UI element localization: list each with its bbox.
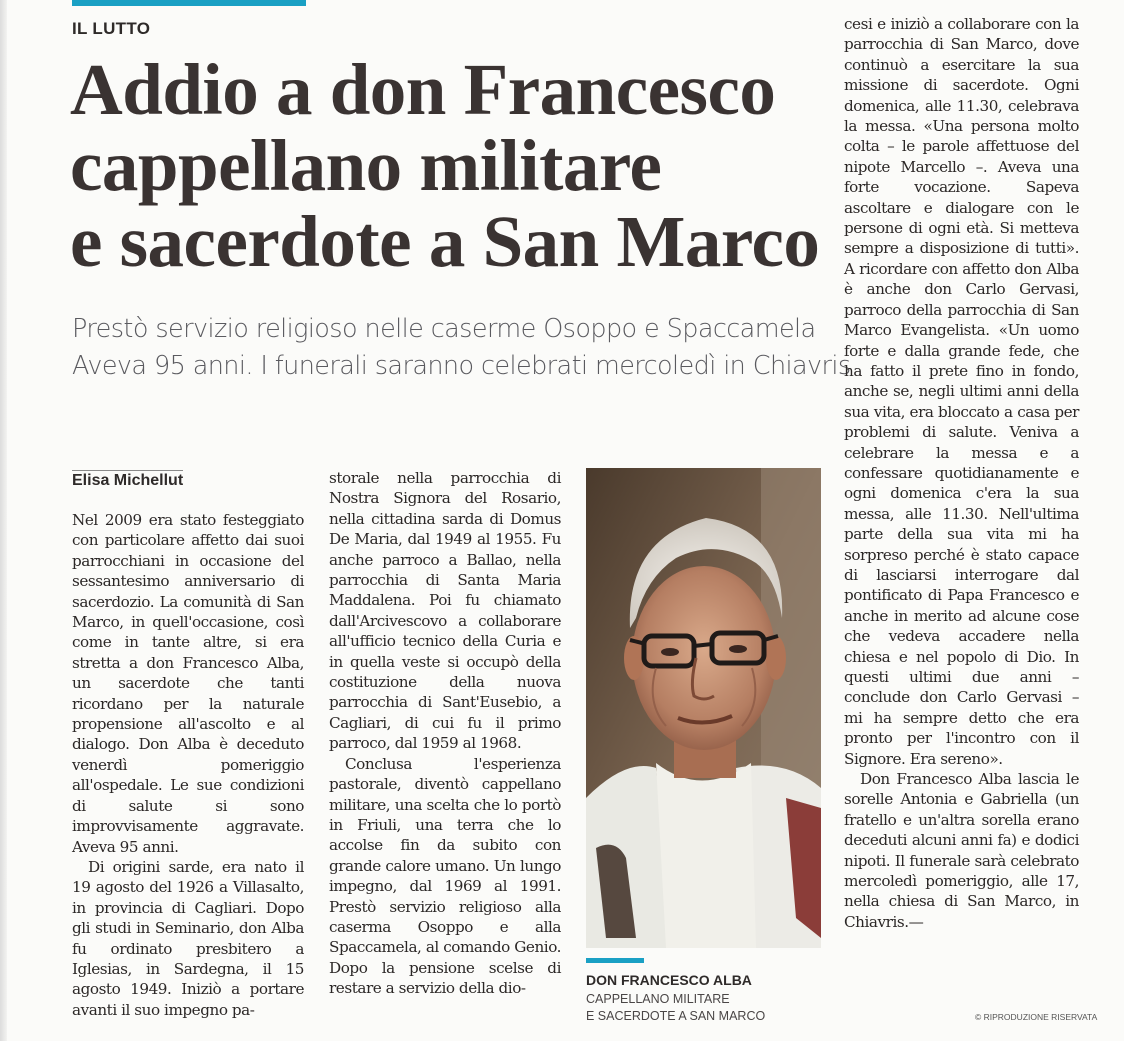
photo-caption-line-1: CAPPELLANO MILITARE	[586, 992, 730, 1006]
subheadline-line-1: Prestò servizio religioso nelle caserme Osoppo e Spaccamela	[72, 314, 816, 344]
article-paragraph: Don Francesco Alba lascia le sorelle Antonia e Gabriella (un fratello e un'altra sorella erano deceduti alcuni anni fa) e dodici nipoti. Il funerale sarà celebrato mercoledì pomeriggio, alle 17, nella chiesa di San Marco, in Chiavris.—	[844, 770, 1079, 931]
photo-caption-name: DON FRANCESCO ALBA	[586, 972, 752, 988]
photo-caption-line-2: E SACERDOTE A SAN MARCO	[586, 1009, 766, 1023]
portrait-photo	[586, 468, 821, 948]
headline-line-2: cappellano militare	[70, 125, 662, 206]
article-column-3	[844, 14, 1079, 932]
headline-line-3: e sacerdote a San Marco	[70, 201, 820, 282]
article-paragraph: cesi e iniziò a collaborare con la parrocchia di San Marco, dove continuò a esercitare la sua missione di sacerdote. Ogni domenica, alle 11.30, celebrava la messa. «Una persona molto colta – le parole affettuose del nipote Marcello –. Aveva una forte vocazione. Sapeva ascoltare e dialogare con le persone di ogni età. Si metteva sempre a disposizione di tutti». A ricordare con affetto don Alba è anche don Carlo Gervasi, parroco della parrocchia di San Marco Evangelista. «Un uomo forte e dalla grande fede, che ha fatto il prete fino in fondo, anche se, negli ultimi anni della sua vita, era bloccato a casa per problemi di salute. Veniva a celebrare la messa e a confessare quotidianamente e ogni domenica c'era la sua messa, alle 11.30. Nell'ultima parte della sua vita mi ha sorpreso perché è stato capace di lasciarsi interrogare dal pontificato di Papa Francesco e anche in merito ad alcune cose che vedeva accadere nella chiesa e nel popolo di Dio. In questi ultimi due anni – conclude don Carlo Gervasi – mi ha sempre detto che era pronto per l'incontro con il Signore. Era sereno».	[844, 15, 1079, 768]
subheadline	[72, 311, 851, 385]
article-paragraph: Conclusa l'esperienza pastorale, diventò cappellano militare, una scelta che lo portò in Friuli, una terra che lo accolse fin da subito con grande calore umano. Un lungo impegno, dal 1969 al 1991. Prestò servizio religioso alla caserma Osoppo e alla Spaccamela, al comando Genio. Dopo la pensione scelse di restare a servizio della dio-	[329, 754, 561, 998]
article-column-1	[72, 510, 304, 1020]
caption-accent-rule	[586, 958, 644, 963]
section-accent-rule	[72, 0, 306, 6]
page-edge-shadow	[0, 0, 7, 1041]
article-paragraph: Di origini sarde, era nato il 19 agosto del 1926 a Villasalto, in provincia di Cagliari. Dopo gli studi in Seminario, don Alba fu ordinato presbitero a Iglesias, in Sardegna, il 15 agosto 1949. Iniziò a portare avanti il suo impegno pa-	[72, 857, 304, 1019]
article-paragraph: Nel 2009 era stato festeggiato con particolare affetto dai suoi parrocchiani in occasione del sessantesimo anniversario di sacerdozio. La comunità di San Marco, in quell'occasione, così come in tante altre, si era stretta a don Francesco Alba, un sacerdote che tanti ricordano per la naturale propensione all'ascolto e al dialogo. Don Alba è deceduto venerdì pomeriggio all'ospedale. Le sue condizioni di salute si sono improvvisamente aggravate. Aveva 95 anni.	[72, 511, 304, 856]
article-paragraph: storale nella parrocchia di Nostra Signora del Rosario, nella cittadina sarda di Domus De Maria, dal 1949 al 1955. Fu anche parroco a Ballao, nella parrocchia di Santa Maria Maddalena. Poi fu chiamato dall'Arcivescovo a collaborare all'ufficio tecnico della Curia e in quella veste si occupò della costituzione della nuova parrocchia di Sant'Eusebio, a Cagliari, di cui fu il primo parroco, dal 1959 al 1968.	[329, 469, 561, 753]
subheadline-line-2: Aveva 95 anni. I funerali saranno celebrati mercoledì in Chiavris	[72, 351, 851, 381]
headline	[70, 49, 830, 282]
author-byline: Elisa Michellut	[72, 472, 184, 489]
portrait-illustration	[586, 468, 821, 948]
headline-line-1: Addio a don Francesco	[70, 49, 776, 130]
section-kicker: IL LUTTO	[72, 19, 151, 38]
copyright-notice: © RIPRODUZIONE RISERVATA	[975, 1012, 1098, 1022]
article-column-2	[329, 468, 561, 999]
